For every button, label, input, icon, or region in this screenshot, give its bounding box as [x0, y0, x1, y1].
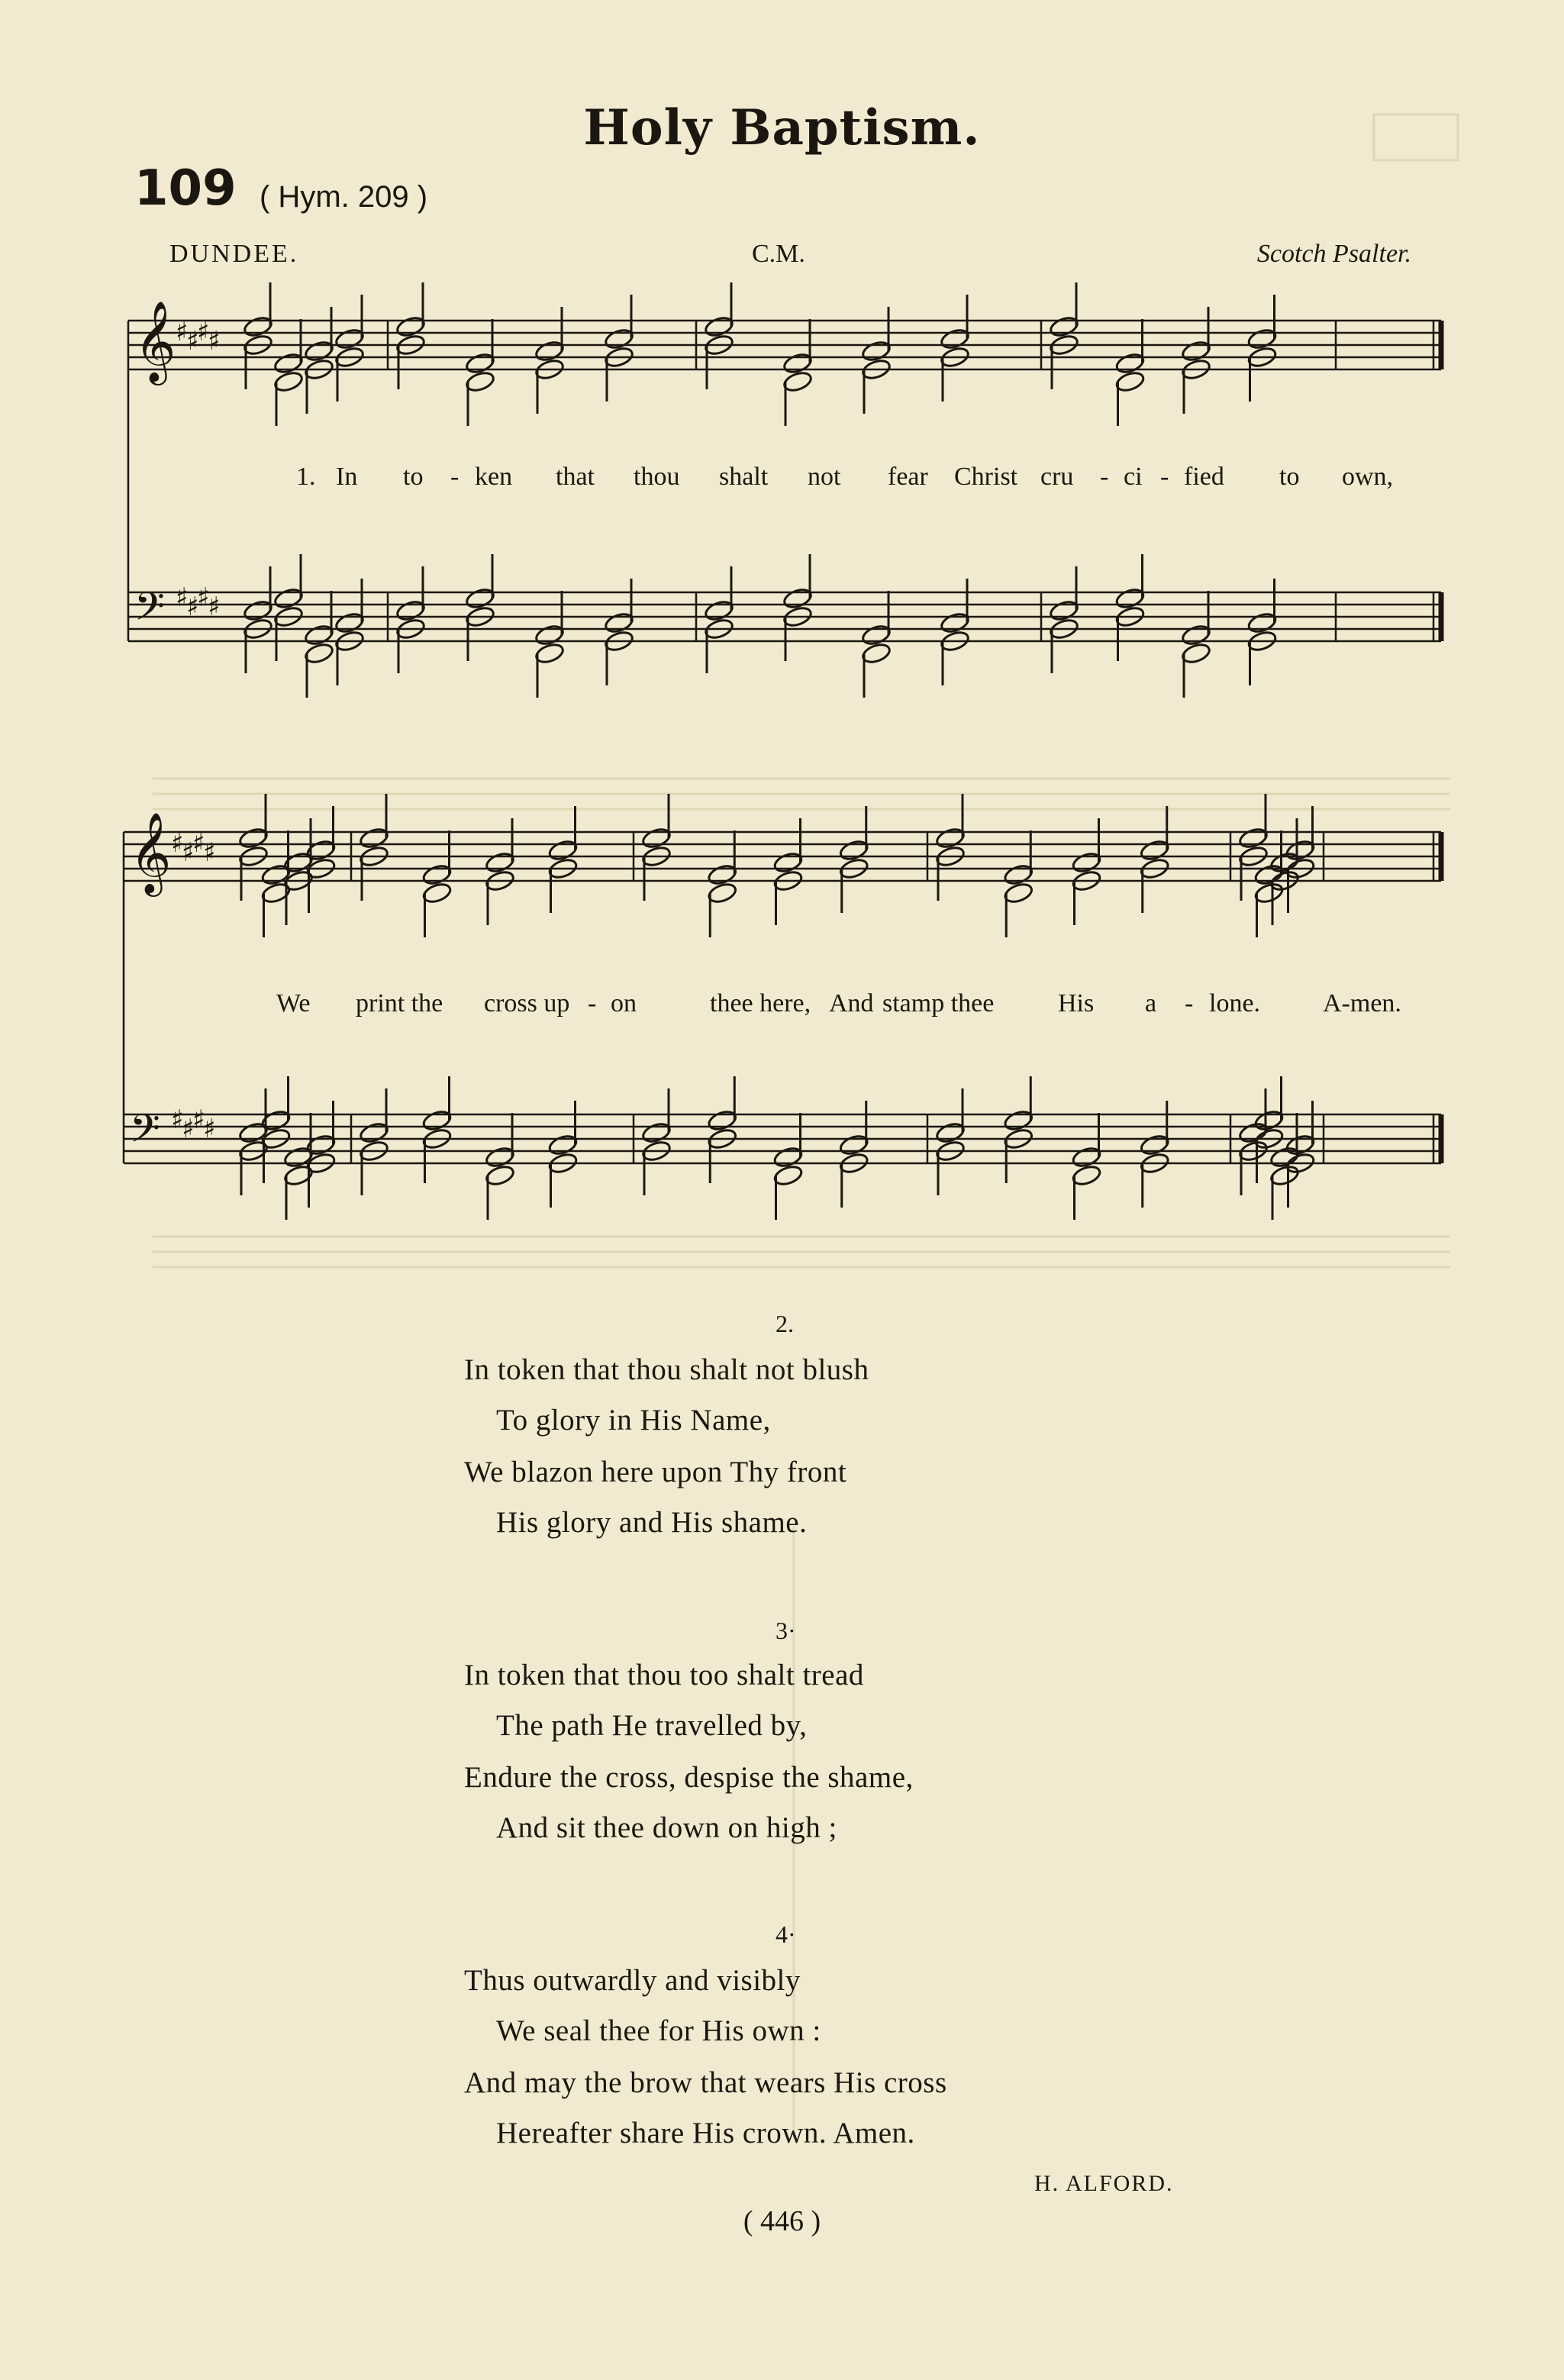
half-note: [485, 850, 516, 874]
half-note: [359, 826, 390, 850]
half-note: [935, 826, 966, 850]
half-note: [704, 314, 735, 338]
half-note: [1114, 586, 1146, 610]
half-note: [1253, 881, 1285, 905]
lyric-syllable: to: [403, 463, 424, 491]
half-note: [243, 314, 274, 338]
half-note: [1238, 826, 1269, 850]
half-note: [485, 1163, 516, 1187]
tune-source: Scotch Psalter.: [1256, 240, 1411, 268]
half-note: [604, 327, 635, 350]
half-note: [707, 1108, 738, 1132]
half-note: [861, 623, 892, 647]
half-note: [534, 339, 566, 363]
lyric-syllable: not: [808, 463, 841, 491]
sharp-icon: ♯: [208, 326, 221, 356]
half-note: [421, 1108, 453, 1132]
verse-line: Thus outwardly and visibly: [464, 1964, 801, 1997]
lyric-syllable: stamp thee: [882, 989, 995, 1017]
half-note: [861, 641, 892, 665]
half-note: [641, 826, 672, 850]
lyric-syllable: cru: [1040, 463, 1074, 491]
half-note: [940, 611, 971, 634]
lyric-syllable: 1.: [296, 463, 316, 491]
lyric-syllable: -: [1185, 989, 1194, 1017]
half-note: [395, 598, 427, 622]
hymn-number: 109: [134, 160, 237, 217]
half-note: [273, 586, 305, 610]
sharp-icon: ♯: [192, 828, 205, 859]
verse-number: 3·: [776, 1617, 796, 1644]
verse-line: To glory in His Name,: [496, 1404, 771, 1437]
verse-line: And sit thee down on high ;: [496, 1811, 837, 1844]
half-note: [1285, 838, 1316, 862]
lyric-syllable: to: [1279, 463, 1300, 491]
half-note: [465, 586, 496, 610]
tune-name: DUNDEE.: [169, 240, 299, 268]
half-note: [1285, 1133, 1316, 1156]
half-note: [304, 339, 335, 363]
half-note: [1071, 850, 1102, 874]
half-note: [1246, 611, 1278, 634]
half-note: [641, 1121, 672, 1144]
half-note: [1114, 369, 1146, 393]
lyric-syllable: Christ: [954, 463, 1018, 491]
half-note: [782, 586, 814, 610]
half-note: [1139, 838, 1170, 862]
half-note: [838, 1133, 869, 1156]
half-note: [334, 327, 366, 350]
half-note: [1246, 327, 1278, 350]
verse-line: Endure the cross, despise the shame,: [464, 1761, 914, 1794]
sharp-icon: ♯: [203, 837, 216, 868]
half-note: [1071, 1145, 1102, 1169]
half-note: [707, 863, 738, 886]
half-note: [707, 881, 738, 905]
verse-line: And may the brow that wears His cross: [464, 2066, 947, 2099]
lyric-syllable: shalt: [719, 463, 769, 491]
lyric-syllable: In: [336, 463, 358, 491]
lyric-syllable: thee here,: [710, 989, 811, 1017]
verse-number: 4·: [776, 1920, 796, 1948]
half-note: [1003, 863, 1034, 886]
lyric-syllable: own,: [1342, 463, 1394, 491]
half-note: [304, 641, 335, 665]
half-note: [1049, 598, 1080, 622]
lyric-syllable: cross up: [484, 989, 570, 1017]
lyric-syllable: ci: [1124, 463, 1143, 491]
bass-clef-icon: 𝄢: [130, 1105, 160, 1161]
verse-line: We blazon here upon Thy front: [464, 1456, 847, 1488]
half-note: [534, 641, 566, 665]
half-note: [421, 863, 453, 886]
half-note: [547, 1133, 579, 1156]
half-note: [304, 623, 335, 647]
half-note: [772, 1163, 804, 1187]
lyric-syllable: A-men.: [1323, 989, 1401, 1017]
sharp-icon: ♯: [176, 317, 189, 347]
half-note: [547, 838, 579, 862]
half-note: [604, 611, 635, 634]
half-note: [273, 351, 305, 375]
verse-number: 2.: [776, 1310, 794, 1337]
sharp-icon: ♯: [182, 1114, 195, 1144]
verse-line: In token that thou too shalt tread: [464, 1659, 864, 1691]
sharp-icon: ♯: [186, 326, 199, 356]
sharp-icon: ♯: [182, 837, 195, 868]
half-note: [1114, 351, 1146, 375]
lyric-syllable: a: [1145, 989, 1157, 1017]
half-note: [782, 369, 814, 393]
half-note: [421, 881, 453, 905]
half-note: [273, 369, 305, 393]
lyric-syllable: that: [556, 463, 595, 491]
sharp-icon: ♯: [203, 1114, 216, 1144]
sharp-icon: ♯: [197, 317, 210, 347]
sharp-icon: ♯: [192, 1105, 205, 1135]
lyric-syllable: fear: [888, 463, 928, 491]
half-note: [1049, 314, 1080, 338]
page-title: Holy Baptism.: [583, 99, 981, 156]
lyric-syllable: ken: [475, 463, 513, 491]
half-note: [534, 623, 566, 647]
half-note: [1003, 881, 1034, 905]
half-note: [243, 598, 274, 622]
half-note: [772, 1145, 804, 1169]
page-number: ( 446 ): [743, 2205, 821, 2237]
half-note: [238, 826, 269, 850]
half-note: [485, 1145, 516, 1169]
half-note: [861, 339, 892, 363]
half-note: [935, 1121, 966, 1144]
half-note: [465, 351, 496, 375]
half-note: [1003, 1108, 1034, 1132]
half-note: [782, 351, 814, 375]
half-note: [772, 850, 804, 874]
half-note: [1071, 1163, 1102, 1187]
lyric-syllable: on: [611, 989, 637, 1017]
lyric-syllable: -: [588, 989, 597, 1017]
half-note: [465, 369, 496, 393]
sharp-icon: ♯: [208, 592, 221, 622]
verse-line: We seal thee for His own :: [496, 2014, 821, 2047]
sharp-icon: ♯: [197, 582, 210, 613]
meter: C.M.: [752, 240, 805, 268]
verse-line: The path He travelled by,: [496, 1709, 808, 1742]
lyric-syllable: -: [1160, 463, 1169, 491]
half-note: [1181, 339, 1212, 363]
lyric-syllable: We: [276, 989, 311, 1017]
treble-clef-icon: 𝄞: [130, 811, 172, 893]
sharp-icon: ♯: [171, 1105, 184, 1135]
lyric-syllable: -: [450, 463, 460, 491]
half-note: [359, 1121, 390, 1144]
treble-clef-icon: 𝄞: [134, 300, 176, 382]
verse-line: Hereafter share His crown. Amen.: [496, 2117, 915, 2149]
bass-clef-icon: 𝄢: [134, 583, 165, 639]
half-note: [334, 611, 366, 634]
half-note: [704, 598, 735, 622]
hymn-reference: ( Hym. 209 ): [260, 180, 428, 214]
lyric-syllable: And: [829, 989, 874, 1017]
half-note: [1181, 623, 1212, 647]
sharp-icon: ♯: [186, 592, 199, 622]
lyric-syllable: fied: [1184, 463, 1224, 491]
lyric-syllable: print the: [356, 989, 443, 1017]
lyric-syllable: thou: [634, 463, 680, 491]
half-note: [1181, 641, 1212, 665]
lyric-syllable: -: [1100, 463, 1109, 491]
verse-line: In token that thou shalt not blush: [464, 1353, 869, 1386]
author-credit: H. ALFORD.: [1034, 2171, 1174, 2196]
lyric-syllable: lone.: [1209, 989, 1261, 1017]
half-note: [940, 327, 971, 350]
lyric-syllable: His: [1058, 989, 1095, 1017]
half-note: [838, 838, 869, 862]
half-note: [1269, 1163, 1301, 1187]
half-note: [1253, 1108, 1285, 1132]
half-note: [395, 314, 427, 338]
verse-line: His glory and His shame.: [496, 1506, 808, 1539]
half-note: [1139, 1133, 1170, 1156]
sharp-icon: ♯: [176, 582, 189, 613]
sharp-icon: ♯: [171, 828, 184, 859]
